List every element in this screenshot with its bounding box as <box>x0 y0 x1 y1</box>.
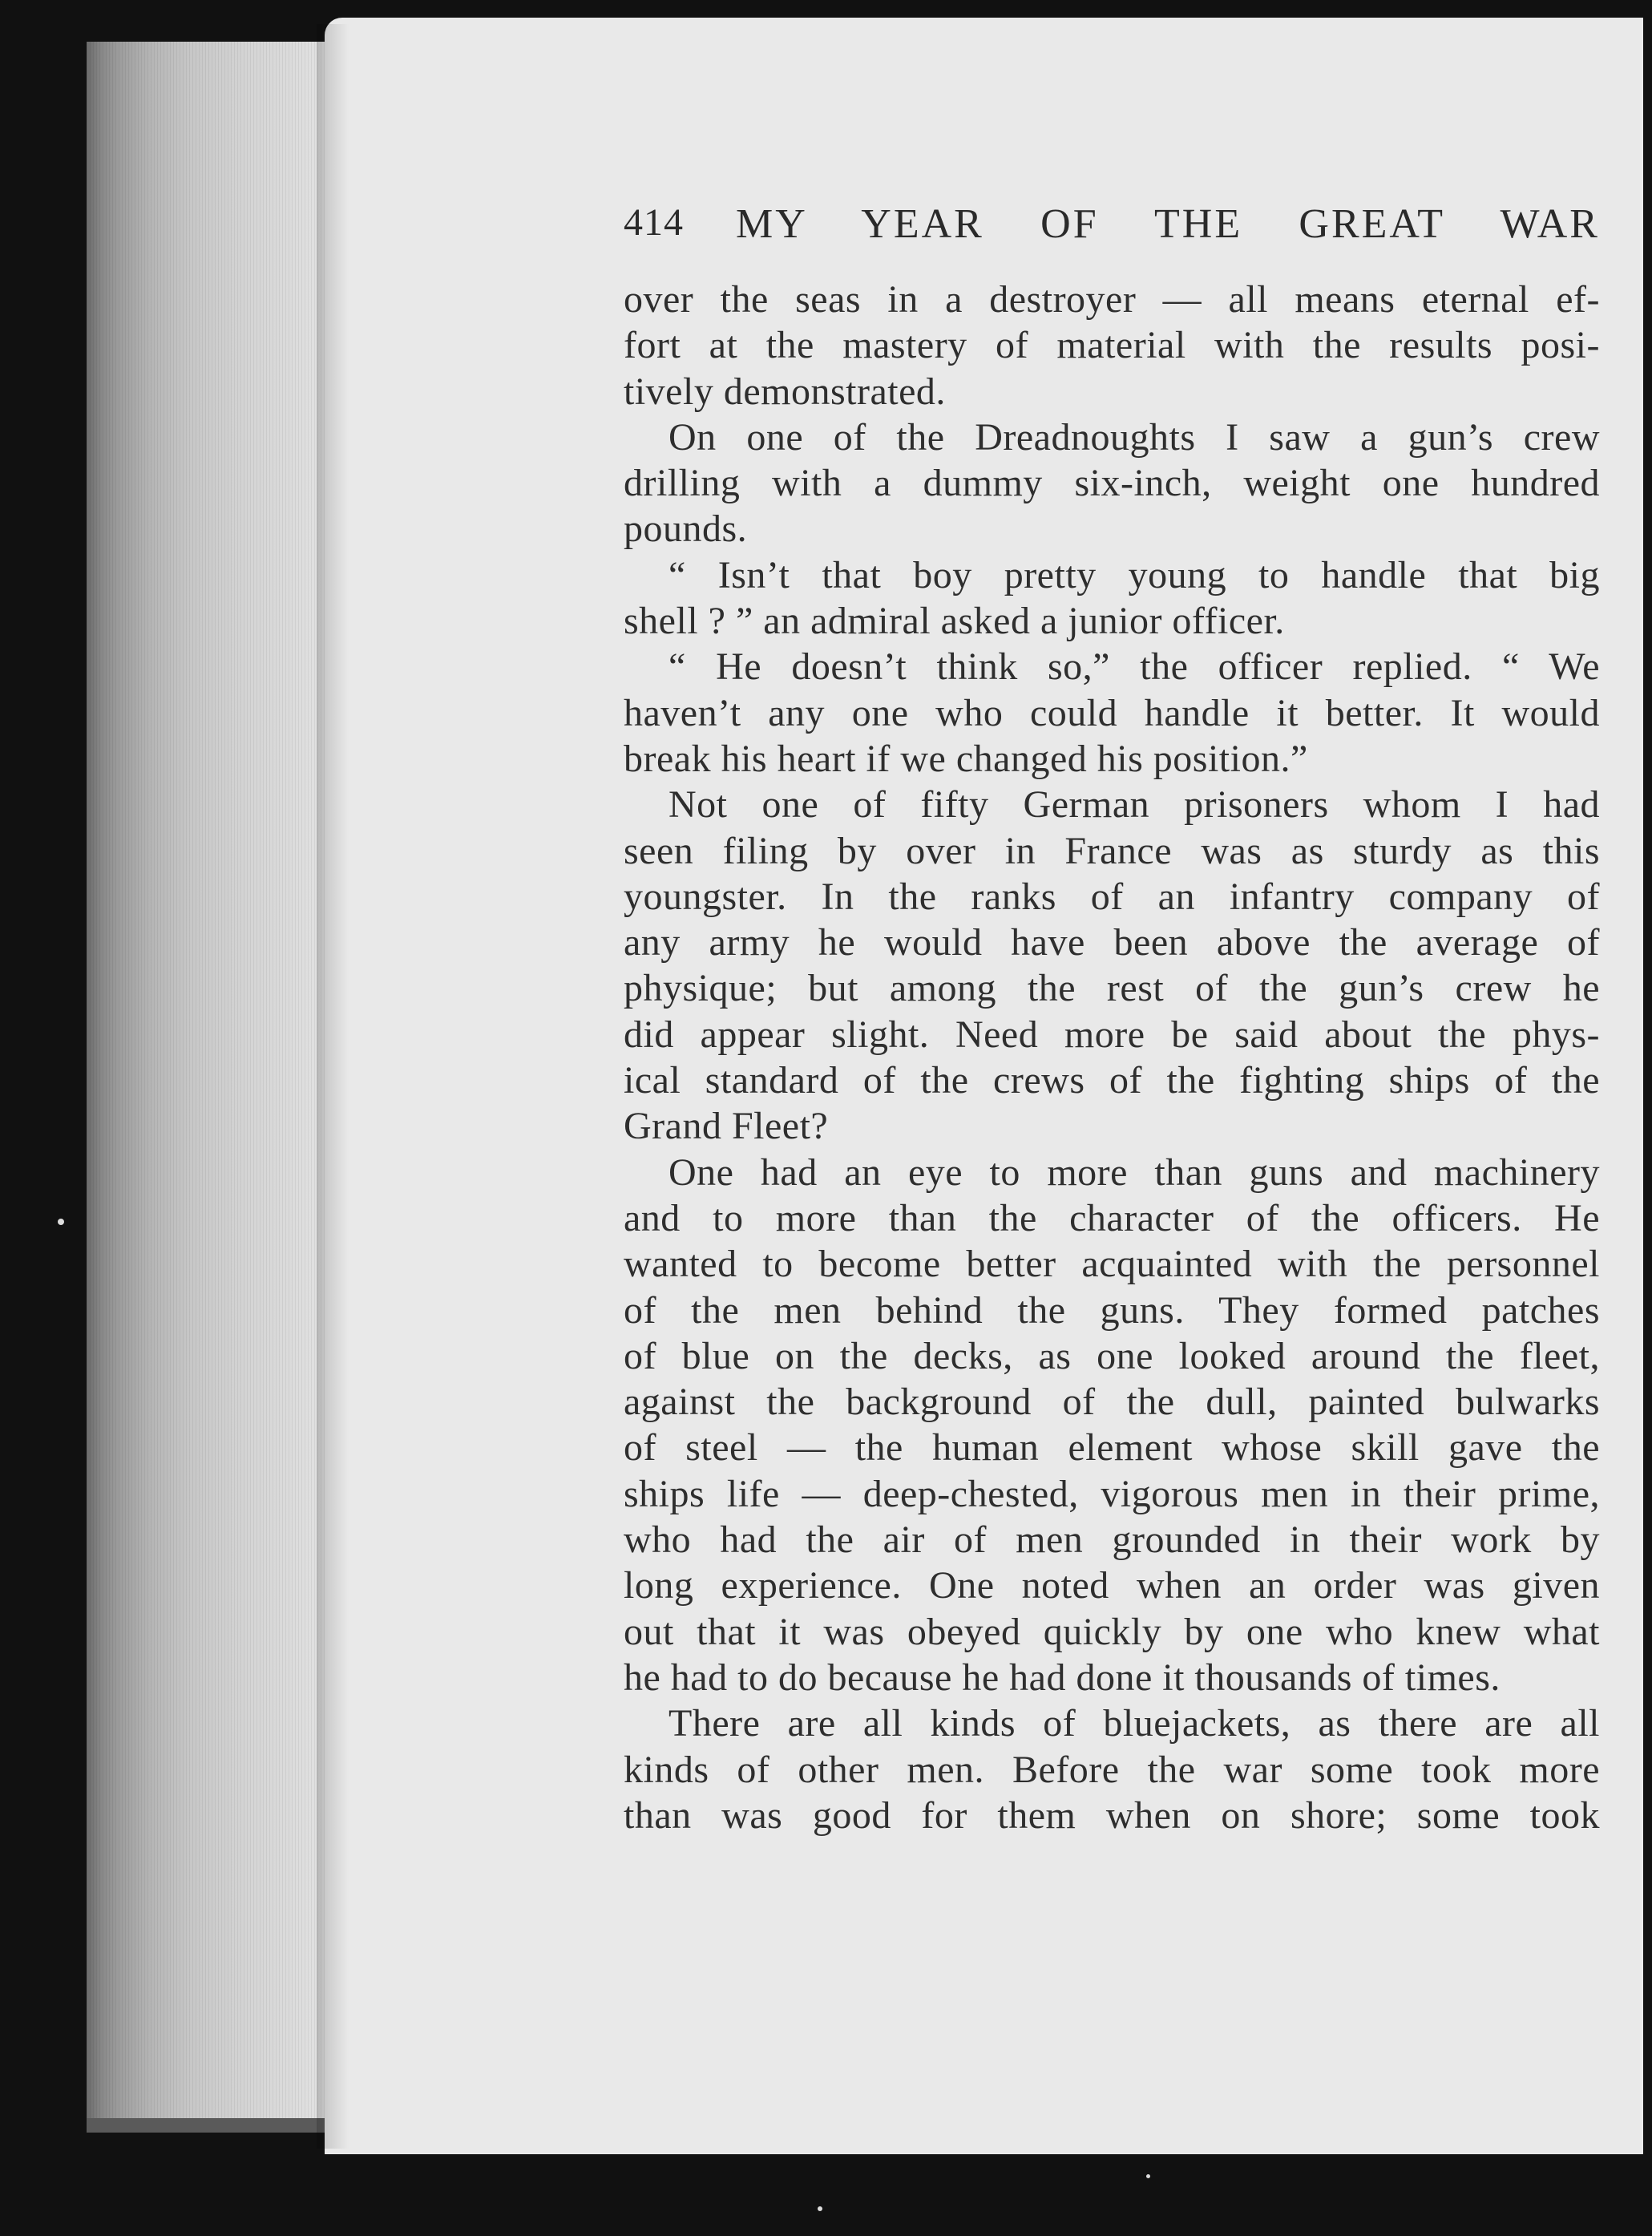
text-line: pounds. <box>624 507 748 551</box>
text-line: seen filing by over in France was as sturdy as this <box>624 829 1600 872</box>
book-page-edges <box>87 42 327 2133</box>
text-line: did appear slight. Need more be said about the phys- <box>624 1013 1600 1056</box>
text-line: against the background of the dull, painted bulwarks <box>624 1381 1600 1424</box>
text-line: he had to do because he had done it thousands of times. <box>624 1656 1501 1699</box>
text-line: kinds of other men. Before the war some took more <box>624 1748 1600 1791</box>
text-line: youngster. In the ranks of an infantry company of <box>624 875 1600 918</box>
gutter-shadow <box>317 24 349 2149</box>
text-line: haven’t any one who could handle it better. It would <box>624 691 1600 734</box>
text-line: fort at the mastery of material with the results posi- <box>624 324 1600 367</box>
text-line: “ He doesn’t think so,” the officer replied. “ We <box>668 645 1600 689</box>
text-line: than was good for them when on shore; some took <box>624 1793 1600 1837</box>
running-title: MY YEAR OF THE GREAT WAR <box>736 201 1600 247</box>
text-line: ships life — deep-chested, vigorous men in their prime, <box>624 1472 1600 1515</box>
text-line: out that it was obeyed quickly by one who knew what <box>624 1610 1600 1653</box>
text-line: tively demonstrated. <box>624 370 946 413</box>
text-line: any army he would have been above the average of <box>624 921 1600 964</box>
text-line: ical standard of the crews of the fighting ships of the <box>624 1059 1600 1102</box>
running-head <box>624 200 1600 257</box>
text-line: On one of the Dreadnoughts I saw a gun’s crew <box>668 415 1600 459</box>
text-line: who had the air of men grounded in their work by <box>624 1518 1600 1562</box>
text-line: of steel — the human element whose skill gave the <box>624 1426 1600 1470</box>
text-line: of the men behind the guns. They formed patches <box>624 1288 1600 1332</box>
scan-speck <box>818 2206 822 2211</box>
text-line: drilling with a dummy six-inch, weight one hundred <box>624 462 1600 505</box>
text-line: Grand Fleet? <box>624 1105 829 1148</box>
text-line: long experience. One noted when an order was given <box>624 1564 1600 1607</box>
text-line: There are all kinds of bluejackets, as there are all <box>668 1702 1600 1745</box>
text-line: over the seas in a destroyer — all means eternal ef- <box>624 278 1600 321</box>
text-line: Not one of fifty German prisoners whom I had <box>668 783 1600 827</box>
text-line: break his heart if we changed his position.” <box>624 737 1308 780</box>
text-line: “ Isn’t that boy pretty young to handle that big <box>668 553 1600 596</box>
text-line: physique; but among the rest of the gun’s crew he <box>624 967 1600 1010</box>
text-line: One had an eye to more than guns and machinery <box>668 1150 1600 1194</box>
text-line: and to more than the character of the officers. He <box>624 1196 1600 1239</box>
scan-speck <box>58 1219 64 1225</box>
text-line: shell ? ” an admiral asked a junior officer. <box>624 600 1285 643</box>
page-number: 414 <box>624 201 684 244</box>
scan-speck <box>1146 2174 1150 2178</box>
body-text <box>624 277 1600 1838</box>
text-line: of blue on the decks, as one looked around the fleet, <box>624 1334 1600 1377</box>
text-line: wanted to become better acquainted with the personnel <box>624 1243 1600 1286</box>
